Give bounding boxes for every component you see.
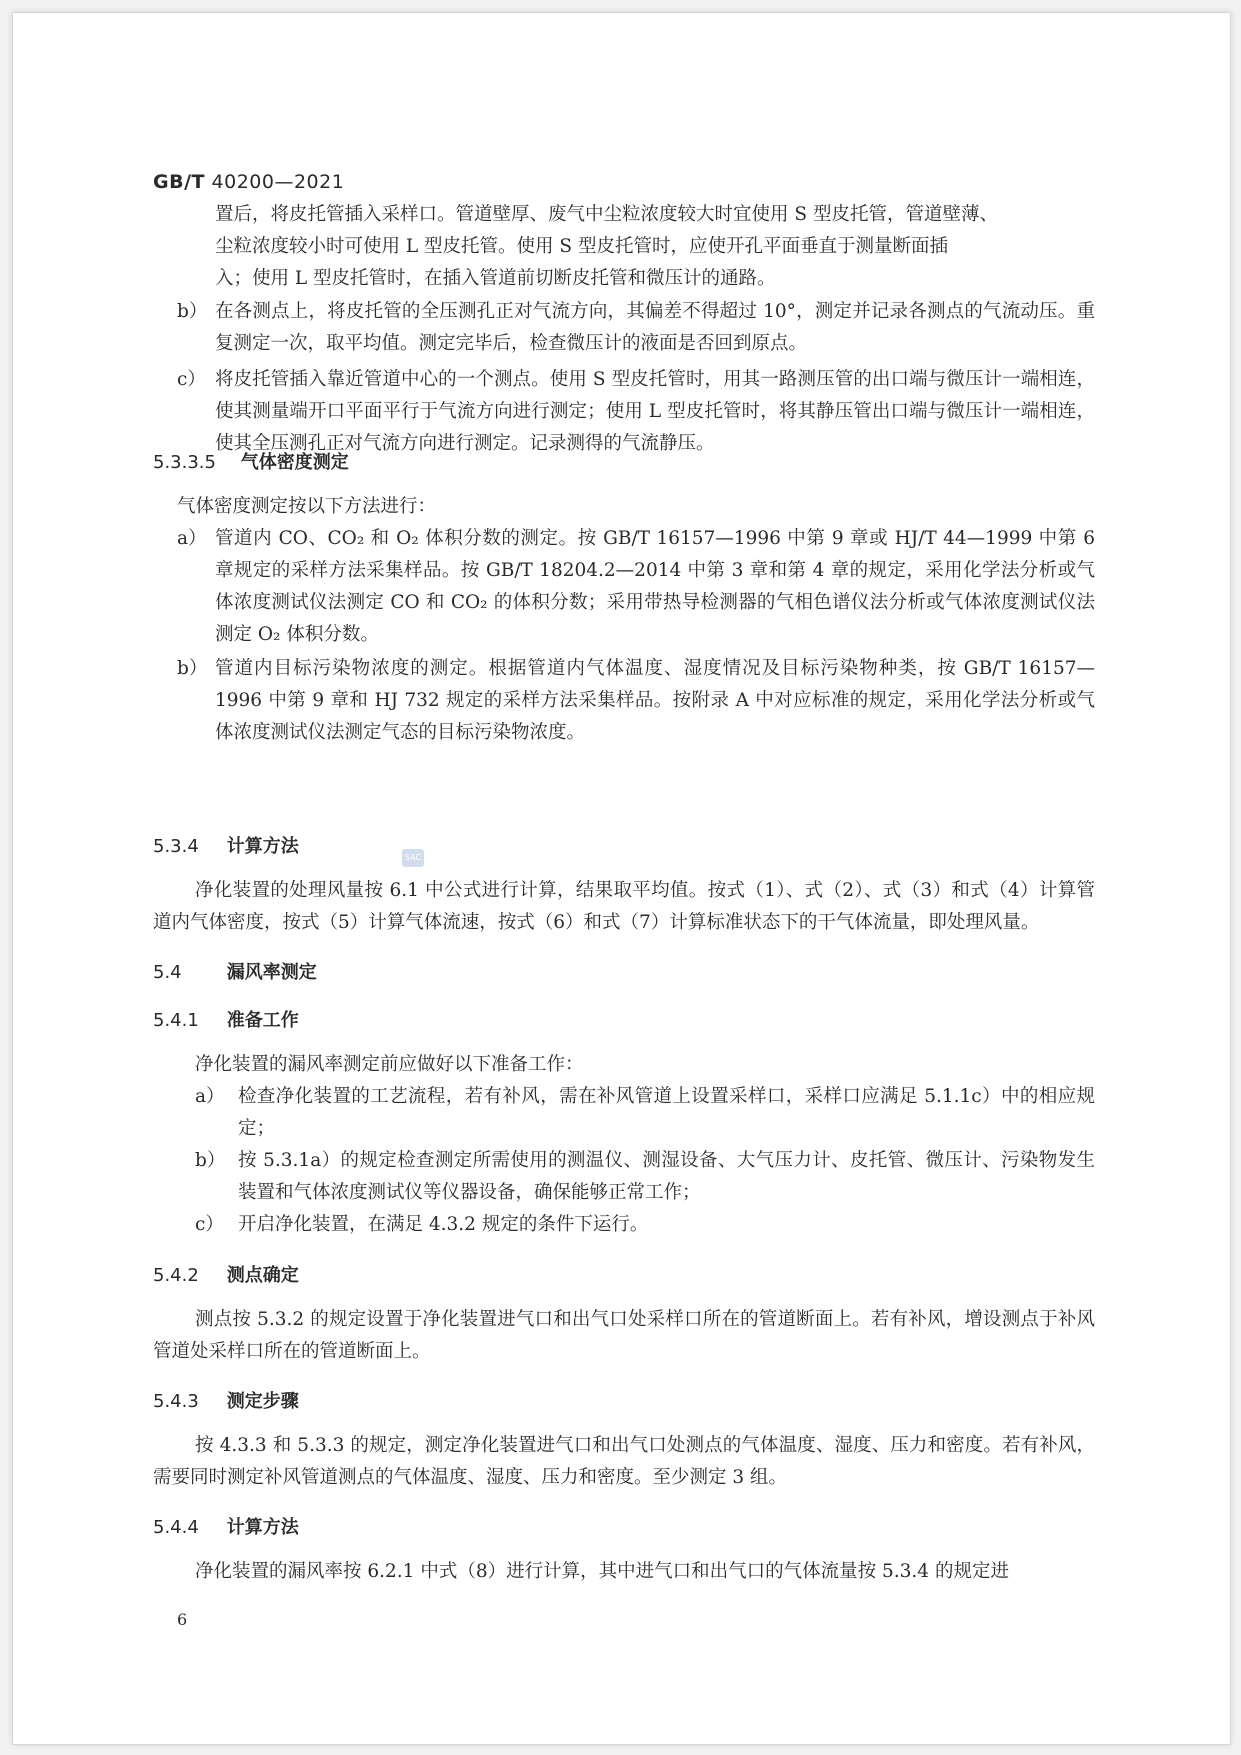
list-item-text: 管道内 CO、CO₂ 和 O₂ 体积分数的测定。按 GB/T 16157—1996 中第 9 章或 HJ/T 44—1999 中第 6 章规定的采样方法采集样品。按 GB/T 18204.2—2014 中第 3 章和第 4 章的规定，采用化学法分析或气体浓度测试仪法测定 CO 和 CO₂ 的体积分数；采用带热导检测器的气相色谱仪法分析或气体浓度测试仪法测定 O₂ 体积分数。 — [215, 528, 1095, 645]
section-5-4-2 — [153, 1260, 1095, 1368]
list-item-text: 将皮托管插入靠近管道中心的一个测点。使用 S 型皮托管时，用其一路测压管的出口端与微压计一端相连，使其测量端开口平面平行于气流方向进行测定；使用 L 型皮托管时，将其静压管出口端与微压计一端相连，使其全压测孔正对气流方向进行测定。记录测得的气流静压。 — [215, 369, 1095, 454]
section-5-4 — [153, 957, 1095, 989]
section-5-4-1 — [153, 1005, 1095, 1241]
section-body: 净化装置的处理风量按 6.1 中公式进行计算，结果取平均值。按式（1）、式（2）、式（3）和式（4）计算管道内气体密度，按式（5）计算气体流速，按式（6）和式（7）计算标准状态下的干气体流量，即处理风量。 — [153, 880, 1095, 933]
section-number: 5.4.2 — [153, 1265, 199, 1286]
page-number: 6 — [177, 1610, 188, 1629]
sac-watermark-logo: SAC — [402, 849, 424, 867]
continued-item-a — [153, 199, 1095, 295]
section-5-3-4 — [153, 831, 1095, 939]
list-item — [153, 1081, 1095, 1145]
section-heading — [153, 957, 1095, 989]
section-heading — [153, 1005, 1095, 1037]
list-item-text: 开启净化装置，在满足 4.3.2 规定的条件下运行。 — [238, 1214, 649, 1235]
section-title: 准备工作 — [226, 1010, 299, 1031]
list-item — [153, 364, 1095, 460]
standard-prefix: GB/T — [153, 171, 205, 193]
list-item — [153, 523, 1095, 651]
section-title: 漏风率测定 — [226, 962, 317, 983]
list-item-text: 按 5.3.1a）的规定检查测定所需使用的测温仪、测湿设备、大气压力计、皮托管、微压计、污染物发生装置和气体浓度测试仪等仪器设备，确保能够正常工作； — [238, 1150, 1095, 1203]
text-line: 入；使用 L 型皮托管时，在插入管道前切断皮托管和微压计的通路。 — [215, 268, 776, 289]
section-heading — [153, 447, 1095, 479]
section-title: 测定步骤 — [226, 1391, 299, 1412]
section-title: 测点确定 — [226, 1265, 299, 1286]
section-heading — [153, 1260, 1095, 1292]
text-line: 尘粒浓度较小时可使用 L 型皮托管。使用 S 型皮托管时，应使开孔平面垂直于测量断面插 — [215, 236, 948, 257]
list-marker: b） — [177, 658, 208, 679]
section-5-4-3 — [153, 1386, 1095, 1494]
list-marker: c） — [177, 369, 206, 390]
section-number: 5.4.1 — [153, 1010, 199, 1031]
list-item — [153, 296, 1095, 360]
list-item — [153, 1145, 1095, 1209]
list-item-text: 在各测点上，将皮托管的全压测孔正对气流方向，其偏差不得超过 10°，测定并记录各测点的气流动压。重复测定一次，取平均值。测定完毕后，检查微压计的液面是否回到原点。 — [215, 301, 1095, 354]
list-item — [153, 1209, 1095, 1241]
section-number: 5.4.3 — [153, 1391, 199, 1412]
section-title: 计算方法 — [226, 836, 299, 857]
standard-number-header — [153, 171, 344, 193]
document-page — [12, 12, 1231, 1745]
section-number: 5.4.4 — [153, 1517, 199, 1538]
section-number: 5.3.3.5 — [153, 452, 216, 473]
section-heading — [153, 1386, 1095, 1418]
section-heading — [153, 831, 1095, 863]
section-lead: 净化装置的漏风率测定前应做好以下准备工作： — [195, 1054, 584, 1075]
standard-code: 40200—2021 — [211, 171, 345, 193]
section-body: 净化装置的漏风率按 6.2.1 中式（8）进行计算，其中进气口和出气口的气体流量按 5.3.4 的规定进 — [195, 1561, 1009, 1582]
section-5-3-3-5 — [153, 447, 1095, 749]
list-marker: c） — [195, 1214, 224, 1235]
section-title: 计算方法 — [226, 1517, 299, 1538]
list-marker: b） — [177, 301, 208, 322]
list-items-pitot — [153, 296, 1095, 460]
list-item-text: 检查净化装置的工艺流程，若有补风，需在补风管道上设置采样口，采样口应满足 5.1.1c）中的相应规定； — [238, 1086, 1095, 1139]
list-marker: a） — [195, 1086, 225, 1107]
text-line: 置后，将皮托管插入采样口。管道壁厚、废气中尘粒浓度较大时宜使用 S 型皮托管，管道壁薄、 — [215, 204, 998, 225]
list-marker: a） — [177, 528, 207, 549]
section-heading — [153, 1512, 1095, 1544]
section-body: 测点按 5.3.2 的规定设置于净化装置进气口和出气口处采样口所在的管道断面上。若有补风，增设测点于补风管道处采样口所在的管道断面上。 — [153, 1309, 1095, 1362]
section-lead: 气体密度测定按以下方法进行： — [177, 496, 437, 517]
list-item — [153, 653, 1095, 749]
list-marker: b） — [195, 1150, 226, 1171]
section-body: 按 4.3.3 和 5.3.3 的规定，测定净化装置进气口和出气口处测点的气体温度、湿度、压力和密度。若有补风，需要同时测定补风管道测点的气体温度、湿度、压力和密度。至少测定 3 组。 — [153, 1435, 1095, 1488]
list-item-text: 管道内目标污染物浓度的测定。根据管道内气体温度、湿度情况及目标污染物种类，按 GB/T 16157—1996 中第 9 章和 HJ 732 规定的采样方法采集样品。按附录 A 中对应标准的规定，采用化学法分析或气体浓度测试仪法测定气态的目标污染物浓度。 — [215, 658, 1095, 743]
continued-text — [153, 199, 1095, 295]
section-title: 气体密度测定 — [240, 452, 349, 473]
section-number: 5.3.4 — [153, 836, 199, 857]
section-5-4-4 — [153, 1512, 1095, 1588]
section-number: 5.4 — [153, 962, 182, 983]
